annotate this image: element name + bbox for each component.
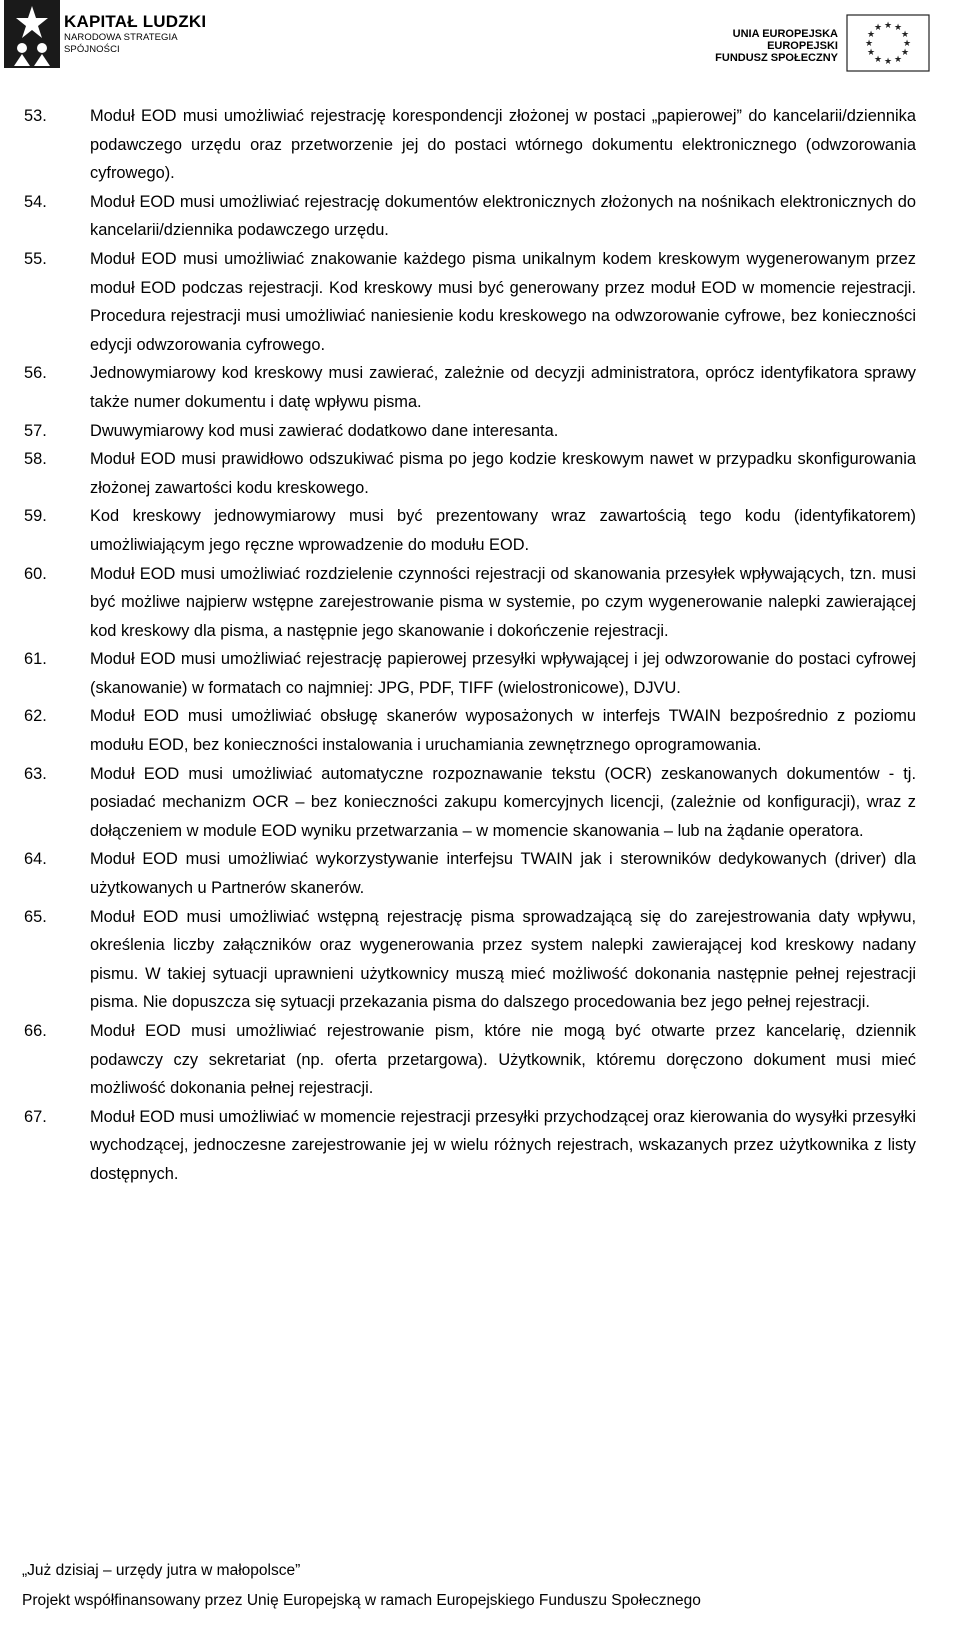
item-number: 61. [24, 650, 47, 669]
item-number: 63. [24, 764, 47, 783]
item-text: Moduł EOD musi umożliwiać rejestrację papierowej przesyłki wpływającej i jej odwzorowanie do postaci cyfrowej (skanowanie) w formatach co najmniej: JPG, PDF, TIFF (wielostronicowe), DJVU. [90, 650, 916, 697]
svg-text:★: ★ [873, 23, 883, 33]
list-item [24, 502, 916, 559]
list-item [24, 1017, 916, 1103]
item-number: 56. [24, 364, 47, 383]
item-text: Kod kreskowy jednowymiarowy musi być prezentowany wraz zawartością tego kodu (identyfikatorem) umożliwiającym jego ręczne wprowadzenie do modułu EOD. [90, 507, 916, 554]
item-number: 54. [24, 192, 47, 211]
eu-logo-line1: UNIA EUROPEJSKA [732, 28, 838, 40]
svg-text:★: ★ [893, 23, 903, 33]
list-item [24, 445, 916, 502]
item-text: Moduł EOD musi umożliwiać automatyczne rozpoznawanie tekstu (OCR) zeskanowanych dokumentów - tj. posiadać mechanizm OCR – bez konieczności zakupu komercyjnych licencji, (zależnie od konfiguracji), wraz z dołączeniem w module EOD wyniku przetwarzania – w momencie skanowania – lub na żądanie operatora. [90, 764, 916, 840]
list-item [24, 417, 916, 446]
item-text: Moduł EOD musi umożliwiać rejestrację korespondencji złożonej w postaci „papierowej” do kancelarii/dziennika podawczego urzędu oraz przetworzenie jej do postaci wtórnego dokumentu elektronicznego (odwzorowania cyfrowego). [90, 107, 916, 183]
item-number: 60. [24, 564, 47, 583]
item-number: 66. [24, 1022, 47, 1040]
item-text: Jednowymiarowy kod kreskowy musi zawierać, zależnie od decyzji administratora, oprócz identyfikatora sprawy także numer dokumentu i datę wpływu pisma. [90, 364, 916, 411]
item-number: 53. [24, 107, 47, 125]
footer-funding-note: Projekt współfinansowany przez Unię Europejską w ramach Europejskiego Funduszu Społecznego [22, 1592, 701, 1609]
item-number: 59. [24, 507, 47, 526]
svg-text:★: ★ [883, 21, 893, 31]
item-number: 64. [24, 850, 47, 869]
item-text: Moduł EOD musi umożliwiać obsługę skanerów wyposażonych w interfejs TWAIN bezpośrednio z poziomu modułu EOD, bez konieczności instalowania i uruchamiania zewnętrznego oprogramowania. [90, 707, 916, 755]
eu-logo-line3: FUNDUSZ SPOŁECZNY [715, 52, 838, 64]
item-text: Dwuwymiarowy kod musi zawierać dodatkowo dane interesanta. [90, 421, 559, 440]
item-text: Moduł EOD musi umożliwiać wstępną rejestrację pisma sprowadzającą się do zarejestrowania daty wpływu, określenia liczby załączników oraz wygenerowania przez system nalepki zawierającej kod kreskowy nadany pismu. W takiej sytuacji uprawnieni użytkownicy muszą mieć możliwość dokonania następnie pełnej rejestracji pisma. Nie dopuszcza się sytuacji przekazania pisma do dalszego procedowania bez jego pełnej rejestracji. [90, 907, 916, 1012]
page-header [0, 0, 960, 78]
svg-text:★: ★ [900, 48, 910, 58]
eu-flag-icon [846, 14, 930, 72]
list-item [24, 702, 916, 759]
list-item [24, 1103, 916, 1189]
svg-text:★: ★ [866, 30, 876, 40]
list-item [24, 188, 916, 245]
list-item [24, 903, 916, 1017]
item-text: Moduł EOD musi umożliwiać znakowanie każdego pisma unikalnym kodem kreskowym wygenerowanym przez moduł EOD podczas rejestracji. Kod kreskowy musi być generowany przez moduł EOD w momencie rejestracji. Procedura rejestracji musi umożliwiać naniesienie kodu kreskowego na odwzorowanie cyfrowe, bez konieczności edycji odwzorowania cyfrowego. [90, 249, 916, 354]
item-text: Moduł EOD musi prawidłowo odszukiwać pisma po jego kodzie kreskowym nawet w przypadku skonfigurowania złożonej zawartości kodu kreskowego. [90, 450, 916, 497]
kapital-ludzki-emblem-icon [4, 0, 60, 68]
svg-text:★: ★ [864, 39, 874, 49]
left-logo-subtitle: NARODOWA STRATEGIA SPÓJNOŚCI [64, 32, 178, 55]
list-item [24, 359, 916, 416]
eu-logo [700, 14, 930, 70]
item-text: Moduł EOD musi umożliwiać wykorzystywanie interfejsu TWAIN jak i sterowników dedykowanych (driver) dla użytkowanych u Partnerów skanerów. [90, 850, 916, 898]
footer-slogan: „Już dzisiaj – urzędy jutra w małopolsce” [22, 1562, 301, 1579]
list-item [24, 760, 916, 846]
list-item [24, 845, 916, 902]
list-item [24, 102, 916, 188]
requirements-list [24, 102, 916, 1189]
svg-text:★: ★ [893, 55, 903, 65]
item-text: Moduł EOD musi umożliwiać rejestrowanie pism, które nie mogą być otwarte przez kancelarię, dziennik podawczy czy sekretariat (np. oferta przetargowa). Użytkownik, któremu doręczono dokument musi mieć możliwość dokonania pełnej rejestracji. [90, 1022, 916, 1098]
kapital-ludzki-logo [4, 0, 214, 70]
list-item [24, 645, 916, 702]
eu-logo-line2: EUROPEJSKI [767, 40, 838, 52]
list-item [24, 560, 916, 646]
svg-text:★: ★ [873, 55, 883, 65]
item-text: Moduł EOD musi umożliwiać w momencie rejestracji przesyłki przychodzącej oraz kierowania do wysyłki przesyłki wychodzącej, jednoczesne zarejestrowanie jej w wielu różnych rejestrach, wskazanych przez użytkownika z listy dostępnych. [90, 1107, 916, 1183]
item-number: 57. [24, 421, 47, 440]
item-number: 65. [24, 907, 47, 926]
list-item [24, 245, 916, 359]
left-logo-title: KAPITAŁ LUDZKI [64, 12, 207, 31]
item-number: 58. [24, 450, 47, 469]
item-number: 67. [24, 1107, 47, 1126]
svg-text:★: ★ [900, 30, 910, 40]
item-number: 55. [24, 249, 47, 268]
svg-text:★: ★ [883, 57, 893, 67]
page-footer [22, 1556, 942, 1616]
svg-text:★: ★ [866, 48, 876, 58]
item-text: Moduł EOD musi umożliwiać rozdzielenie czynności rejestracji od skanowania przesyłek wpływających, tzn. musi być możliwe najpierw wstępne zarejestrowanie pisma w systemie, po czym wygenerowanie nalepki zawierającej kod kreskowy dla pisma, a następnie jego skanowanie i dokończenie rejestracji. [90, 564, 916, 640]
item-text: Moduł EOD musi umożliwiać rejestrację dokumentów elektronicznych złożonych na nośnikach elektronicznych do kancelarii/dziennika podawczego urzędu. [90, 192, 916, 240]
item-number: 62. [24, 707, 47, 726]
svg-text:★: ★ [902, 39, 912, 49]
